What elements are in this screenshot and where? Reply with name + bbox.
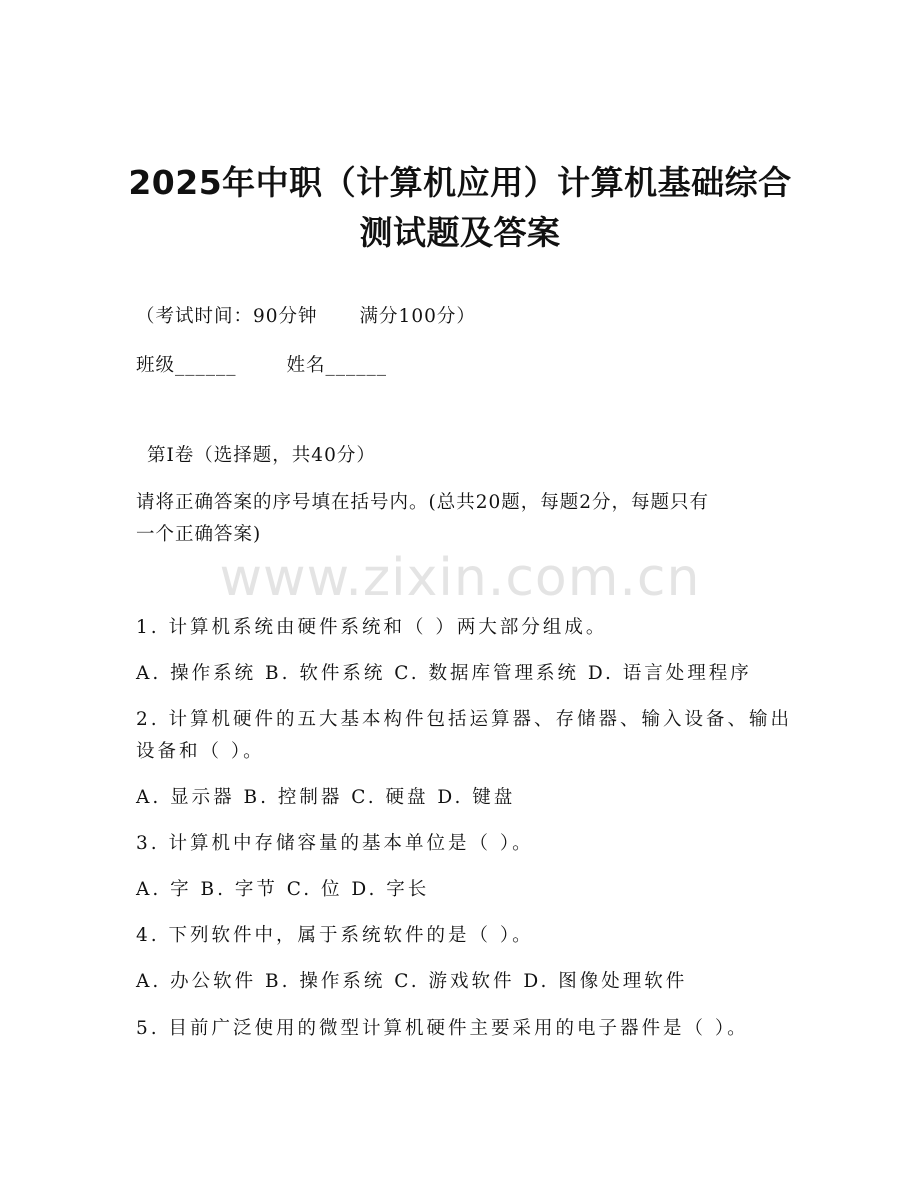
question-1-options: A. 操作系统 B. 软件系统 C. 数据库管理系统 D. 语言处理程序 <box>136 663 752 684</box>
question-2-stem-cont: 设备和（ ）。 <box>136 741 265 762</box>
watermark: www.zixin.com.cn <box>219 548 701 608</box>
exam-score: 满分100分） <box>359 306 476 327</box>
section-title: 第Ⅰ卷（选择题，共40分） <box>147 445 376 466</box>
question-4-options: A. 办公软件 B. 操作系统 C. 游戏软件 D. 图像处理软件 <box>136 971 688 992</box>
question-2-options: A. 显示器 B. 控制器 C. 硬盘 D. 键盘 <box>136 787 516 808</box>
question-1-stem: 1. 计算机系统由硬件系统和（ ）两大部分组成。 <box>136 617 608 638</box>
page-title-line2: 测试题及答案 <box>359 213 561 252</box>
question-2-stem: 2. 计算机硬件的五大基本构件包括运算器、存储器、输入设备、输出 <box>136 709 793 730</box>
exam-time: （考试时间：90分钟 <box>136 306 318 327</box>
name-field-label: 姓名______ <box>286 355 388 376</box>
exam-info <box>136 302 476 328</box>
class-field-label: 班级______ <box>136 355 237 376</box>
student-info <box>136 351 387 377</box>
question-3-stem: 3. 计算机中存储容量的基本单位是（ ）。 <box>136 833 534 854</box>
instructions-line2: 一个正确答案) <box>136 524 262 545</box>
question-5-stem: 5. 目前广泛使用的微型计算机硬件主要采用的电子器件是（ ）。 <box>136 1018 749 1039</box>
question-3-options: A. 字 B. 字节 C. 位 D. 字长 <box>136 879 430 900</box>
question-4-stem: 4. 下列软件中，属于系统软件的是（ ）。 <box>136 925 534 946</box>
page-title: 2025年中职（计算机应用）计算机基础综合 <box>128 163 792 202</box>
instructions-line1: 请将正确答案的序号填在括号内。(总共20题，每题2分，每题只有 <box>136 492 710 513</box>
